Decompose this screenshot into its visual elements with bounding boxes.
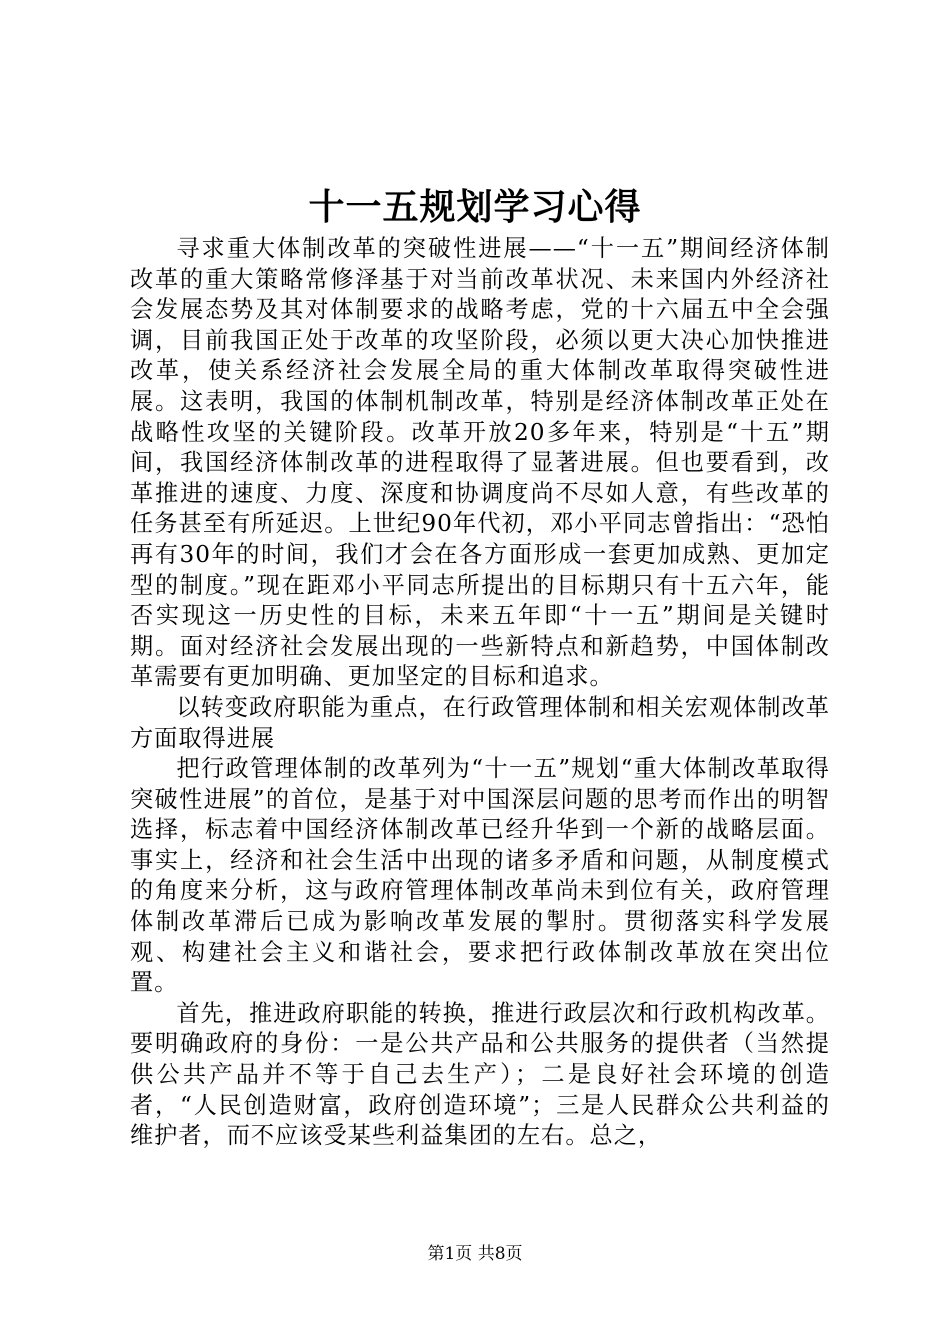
document-title: 十一五规划学习心得 (308, 186, 642, 228)
paragraph-2: 以转变政府职能为重点，在行政管理体制和相关宏观体制改革方面取得进展 (130, 693, 830, 752)
paragraph-1: 寻求重大体制改革的突破性进展——“十一五”期间经济体制改革的重大策略常修泽基于对当前改革状况、未来国内外经济社会发展态势及其对体制要求的战略考虑，党的十六届五中全会强调，目前我国正处于改革的攻坚阶段，必须以更大决心加快推进改革，使关系经济社会发展全局的重大体制改革取得突破性进展。这表明，我国的体制机制改革，特别是经济体制改革正处在战略性攻坚的关键阶段。改革开放20多年来，特别是“十五”期间，我国经济体制改革的进程取得了显著进展。但也要看到，改革推进的速度、力度、深度和协调度尚不尽如人意，有些改革的任务甚至有所延迟。上世纪90年代初，邓小平同志曾指出：“恐怕再有30年的时间，我们才会在各方面形成一套更加成熟、更加定型的制度。”现在距邓小平同志所提出的目标期只有十五六年，能否实现这一历史性的目标，未来五年即“十一五”期间是关键时期。面对经济社会发展出现的一些新特点和新趋势，中国体制改革需要有更加明确、更加坚定的目标和追求。 (130, 235, 830, 691)
paragraph-4: 首先，推进政府职能的转换，推进行政层次和行政机构改革。要明确政府的身份：一是公共产品和公共服务的提供者（当然提供公共产品并不等于自己去生产）；二是良好社会环境的创造者，“人民创造财富，政府创造环境”；三是人民群众公共利益的维护者，而不应该受某些利益集团的左右。总之， (130, 999, 830, 1150)
page-footer: 第1页 共8页 (427, 1244, 523, 1264)
document-body (130, 234, 830, 1152)
paragraph-3: 把行政管理体制的改革列为“十一五”规划“重大体制改革取得突破性进展”的首位，是基于对中国深层问题的思考而作出的明智选择，标志着中国经济体制改革已经升华到一个新的战略层面。事实上，经济和社会生活中出现的诸多矛盾和问题，从制度模式的角度来分析，这与政府管理体制改革尚未到位有关，政府管理体制改革滞后已成为影响改革发展的掣肘。贯彻落实科学发展观、构建社会主义和谐社会，要求把行政体制改革放在突出位置。 (130, 755, 830, 997)
